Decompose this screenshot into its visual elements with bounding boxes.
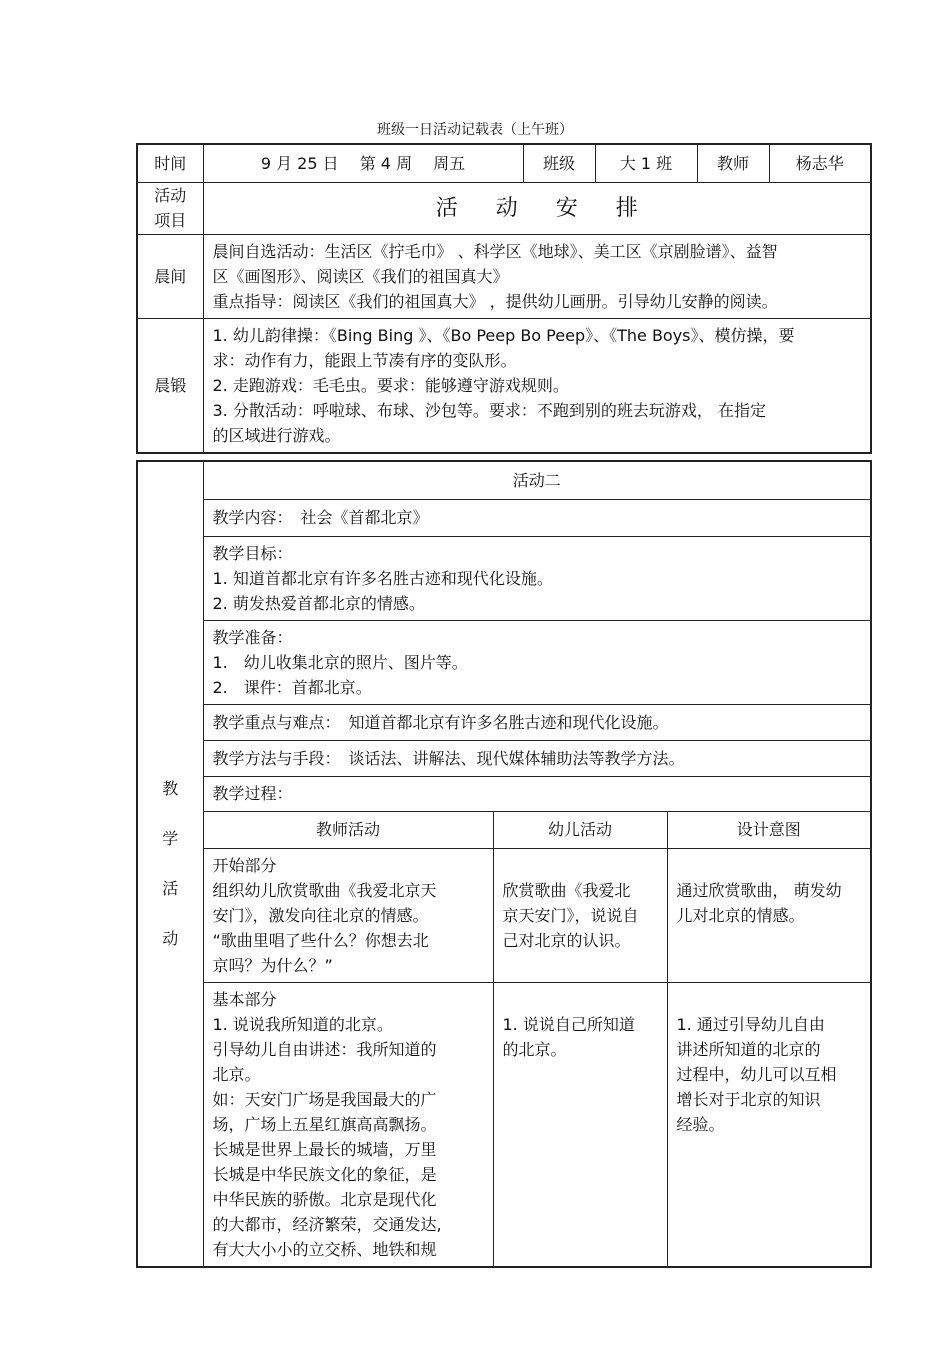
time-label: 时间 <box>137 144 203 182</box>
teacher-activity-cell: 基本部分 1. 说说我所知道的北京。 引导幼儿自由讲述：我所知道的 北京。 如：天安门广场是我国最大的广 场，广场上五星红旗高高飘扬。 长城是世界上最长的城墙，万里 长城是中华民族文化的象征，是 中华民族的骄傲。北京是现代化 的大都市，经济繁荣，交通发达, 有大大小小的立交桥、地铁和规 <box>203 982 493 1267</box>
column-header-intent: 设计意图 <box>667 811 871 848</box>
design-intent-cell: 通过欣赏歌曲， 萌发幼 儿对北京的情感。 <box>667 848 871 982</box>
teaching-content: 教学内容： 社会《首都北京》 <box>203 499 871 536</box>
teaching-key-points: 教学重点与难点： 知道首都北京有许多名胜古迹和现代化设施。 <box>203 704 871 740</box>
morning-label: 晨间 <box>137 234 203 318</box>
teaching-activity-side-label: 教 学 活 动 <box>137 461 203 1267</box>
class-label: 班级 <box>523 144 595 182</box>
activity-item-label: 活动 项目 <box>137 182 203 234</box>
child-activity-cell: 1. 说说自己所知道 的北京。 <box>493 982 667 1267</box>
date-value: 9 月 25 日 第 4 周 周五 <box>203 144 523 182</box>
morning-content: 晨间自选活动：生活区《拧毛巾》 、科学区《地球》、美工区《京剧脸谱》、益智 区《画图形》、阅读区《我们的祖国真大》 重点指导：阅读区《我们的祖国真大》 ，提供幼儿画册。引导幼儿安静的阅读。 <box>203 234 871 318</box>
table-row <box>137 982 871 1267</box>
daily-record-table <box>136 143 872 454</box>
teaching-activity-table <box>136 460 872 1268</box>
teaching-methods: 教学方法与手段： 谈话法、讲解法、现代媒体辅助法等教学方法。 <box>203 740 871 776</box>
teaching-preparation: 教学准备： 1. 幼儿收集北京的照片、图片等。 2. 课件：首都北京。 <box>203 620 871 704</box>
exercise-content: 1. 幼儿韵律操：《Bing Bing 》、《Bo Peep Bo Peep》、《The Boys》、模仿操，要 求：动作有力，能跟上节凑有序的变队形。 2. 走跑游戏：毛毛虫。要求：能够遵守游戏规则。 3. 分散活动：呼啦球、布球、沙包等。要求：不跑到别的班去玩游戏， 在指定 的区域进行游戏。 <box>203 318 871 453</box>
teaching-process-title: 教学过程： <box>203 776 871 811</box>
teacher-activity-cell: 开始部分 组织幼儿欣赏歌曲《我爱北京天 安门》，激发向往北京的情感。 “歌曲里唱了些什么？你想去北 京吗？为什么？” <box>203 848 493 982</box>
exercise-label: 晨锻 <box>137 318 203 453</box>
document-title: 班级一日活动记载表（上午班） <box>377 122 573 138</box>
table-row <box>137 848 871 982</box>
activity-arrangement-heading: 活动安排 <box>203 182 871 234</box>
child-activity-cell: 欣赏歌曲《我爱北 京天安门》，说说自 己对北京的认识。 <box>493 848 667 982</box>
column-header-teacher: 教师活动 <box>203 811 493 848</box>
teacher-label: 教师 <box>697 144 769 182</box>
teacher-value: 杨志华 <box>769 144 871 182</box>
class-value: 大 1 班 <box>595 144 697 182</box>
design-intent-cell: 1. 通过引导幼儿自由 讲述所知道的北京的 过程中，幼儿可以互相 增长对于北京的知识 经验。 <box>667 982 871 1267</box>
activity-title: 活动二 <box>203 461 871 499</box>
column-header-child: 幼儿活动 <box>493 811 667 848</box>
teaching-goals: 教学目标： 1. 知道首都北京有许多名胜古迹和现代化设施。 2. 萌发热爱首都北京的情感。 <box>203 536 871 620</box>
